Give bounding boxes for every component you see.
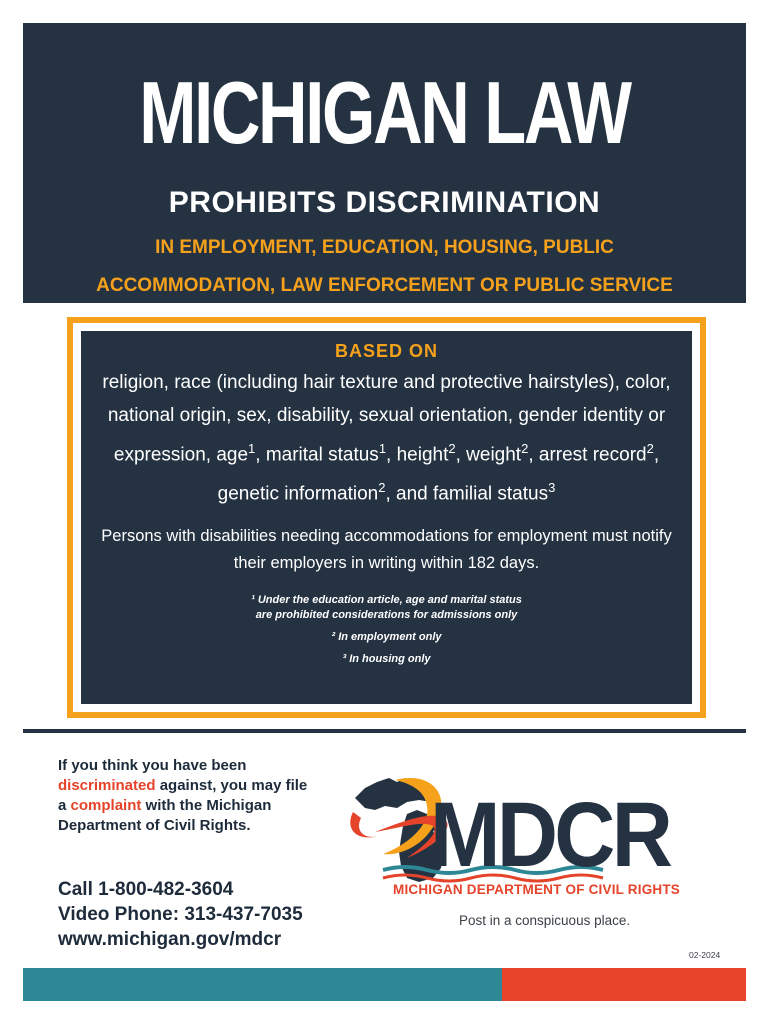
page-subtitle: PROHIBITS DISCRIMINATION	[168, 186, 601, 219]
protected-classes-text	[99, 366, 674, 511]
footnote-1-line-2: are prohibited considerations for admissions only	[255, 608, 518, 621]
footnote-1	[81, 593, 692, 623]
section-divider	[23, 729, 746, 733]
complaint-text-1: If you think you have been	[58, 757, 247, 774]
footnote-mark-familial: 3	[548, 480, 556, 496]
document-code: 02-2024	[689, 950, 721, 960]
footnote-mark-weight: 2	[521, 441, 529, 456]
footnote-mark-age: 1	[248, 441, 256, 456]
basis-text-4: , weight	[455, 444, 522, 466]
footnote-mark-arrest: 2	[646, 441, 654, 456]
basis-text-2: , marital status	[255, 444, 379, 466]
basis-box	[81, 331, 692, 704]
post-note: Post in a conspicuous place.	[459, 913, 631, 928]
complaint-text-2: against, you may file a	[58, 777, 308, 814]
scope-line-1: IN EMPLOYMENT, EDUCATION, HOUSING, PUBLIC	[155, 237, 614, 258]
footnote-1-line-1: ¹ Under the education article, age and marital status	[251, 593, 522, 606]
footnote-3: ³ In housing only	[342, 652, 431, 665]
footnote-2: ² In employment only	[331, 630, 442, 643]
basis-text-6: , genetic information	[217, 444, 660, 505]
footer-bar-teal	[23, 968, 502, 1001]
based-on-label: BASED ON	[334, 341, 438, 361]
department-name: MICHIGAN DEPARTMENT OF CIVIL RIGHTS	[393, 882, 680, 897]
scope-line-2: ACCOMMODATION, LAW ENFORCEMENT OR PUBLIC SERVICE	[96, 275, 673, 296]
footer-bar-red	[502, 968, 746, 1001]
footnote-mark-marital: 1	[378, 441, 387, 456]
basis-frame	[67, 317, 706, 718]
logo-acronym: MDCR	[430, 784, 670, 886]
complaint-info	[58, 756, 318, 836]
page-title: MICHIGAN LAW	[139, 63, 630, 162]
header-banner	[23, 23, 746, 303]
basis-text-5: , arrest record	[528, 444, 647, 466]
footnote-mark-genetic: 2	[378, 480, 386, 496]
footnote-mark-height: 2	[448, 441, 456, 456]
footnotes	[81, 593, 692, 667]
website-link[interactable]: www.michigan.gov/mdcr	[58, 929, 282, 950]
disability-notice: Persons with disabilities needing accommodations for employment must notify their employers in writing within 182 days.	[101, 526, 672, 572]
basis-text-1: religion, race (including hair texture and protective hairstyles), color, national origin, sex, disability, sexual orientation, gender identity or expression, age	[102, 372, 671, 466]
scope-text	[23, 229, 746, 305]
basis-text-3: , height	[386, 444, 449, 466]
phone-number: Call 1-800-482-3604	[58, 879, 234, 900]
basis-text-7: , and familial status	[385, 483, 549, 505]
discriminated-highlight: discriminated	[58, 777, 156, 794]
video-phone-number: Video Phone: 313-437-7035	[58, 904, 303, 925]
complaint-highlight: complaint	[70, 797, 142, 814]
complaint-text-3: with the Michigan Department of Civil Rights.	[58, 797, 272, 834]
